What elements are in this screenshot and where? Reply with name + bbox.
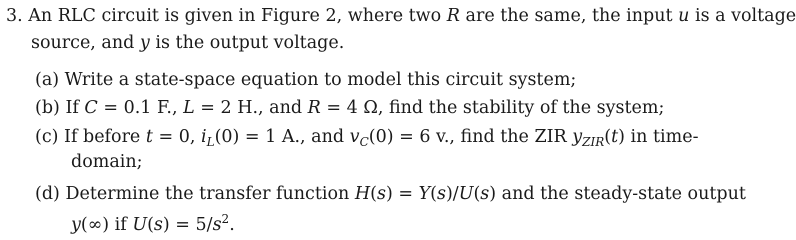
variable-s-4: s	[153, 215, 163, 235]
problem-intro-text-1	[6, 6, 796, 26]
subscript-ZIR: ZIR	[582, 135, 605, 149]
part-a-label: (a)	[35, 70, 60, 90]
intro-text-2b: is the output voltage.	[155, 33, 345, 53]
part-c-text-2: = 0,	[152, 127, 196, 147]
part-c-line-2	[71, 152, 143, 172]
variable-Y: Y	[418, 184, 431, 204]
part-b-text-3: = 2 H., and	[194, 98, 303, 118]
part-d-text-slash: )/	[445, 184, 459, 204]
part-b-text-4: = 4 Ω, find the stability of the system;	[320, 98, 665, 118]
part-c-continuation: domain;	[71, 152, 143, 172]
intro-text-1c: is a voltage	[694, 6, 796, 26]
problem-intro-line-2	[31, 33, 344, 53]
intro-text-2a: source, and	[31, 33, 135, 53]
part-d-period: .	[229, 215, 235, 235]
variable-u: u	[678, 6, 690, 26]
part-b	[35, 98, 664, 118]
variable-R: R	[446, 6, 460, 26]
intro-text-1a: An RLC circuit is given in Figure 2, where two	[28, 6, 442, 26]
variable-t: t	[145, 127, 153, 147]
variable-s-2: s	[436, 184, 446, 204]
variable-s-1: s	[376, 184, 386, 204]
variable-H: H	[354, 184, 371, 204]
part-d-label: (d)	[35, 184, 60, 204]
variable-t-2: t	[611, 127, 619, 147]
part-c-label: (c)	[35, 127, 59, 147]
exponent-2: 2	[221, 212, 230, 226]
variable-y-ss: y	[71, 215, 81, 235]
variable-R-b: R	[307, 98, 321, 118]
part-c-line-1	[35, 127, 699, 152]
subscript-L: L	[206, 135, 215, 149]
part-c-text-1: If before	[64, 127, 141, 147]
part-c-text-3: (0) = 1 A., and	[214, 127, 345, 147]
part-d-text-2: ) and the steady-state output	[489, 184, 746, 204]
variable-y: y	[139, 33, 150, 53]
part-c-text-4: (0) = 6 v., find the ZIR	[368, 127, 567, 147]
subscript-C: C	[359, 135, 369, 149]
part-d-text-eq: ) =	[385, 184, 414, 204]
part-b-label: (b)	[35, 98, 60, 118]
variable-i: i	[201, 127, 207, 147]
paren-open-4: (	[147, 215, 154, 235]
variable-U-2: U	[132, 215, 148, 235]
part-c-text-5: (	[604, 127, 612, 147]
problem-intro-line-1	[6, 6, 796, 26]
part-c-text-line-1	[35, 127, 699, 152]
part-d-line-2	[71, 209, 235, 235]
part-d-text-3: (∞) if	[80, 215, 127, 235]
part-a-text: Write a state-space equation to model this circuit system;	[64, 70, 577, 90]
part-b-text-2: = 0.1 F.,	[97, 98, 178, 118]
part-a	[35, 70, 576, 90]
paren-open-2: (	[430, 184, 437, 204]
part-d-line-1	[35, 184, 746, 204]
variable-s-5: s	[212, 215, 222, 235]
variable-U: U	[458, 184, 474, 204]
variable-s-3: s	[480, 184, 490, 204]
variable-y-zir: y	[572, 127, 583, 147]
variable-v: v	[349, 127, 360, 147]
part-d-text-line-1	[35, 184, 746, 204]
problem-number: 3.	[6, 6, 23, 26]
paren-open-1: (	[370, 184, 377, 204]
variable-C: C	[84, 98, 98, 118]
variable-L: L	[183, 98, 195, 118]
intro-text-1b: are the same, the input	[465, 6, 673, 26]
paren-open-3: (	[473, 184, 481, 204]
part-c-text-6: ) in time-	[618, 127, 699, 147]
part-d-text-1: Determine the transfer function	[65, 184, 350, 204]
part-d-text-4: ) = 5/	[162, 215, 213, 235]
part-b-text-1: If	[65, 98, 79, 118]
